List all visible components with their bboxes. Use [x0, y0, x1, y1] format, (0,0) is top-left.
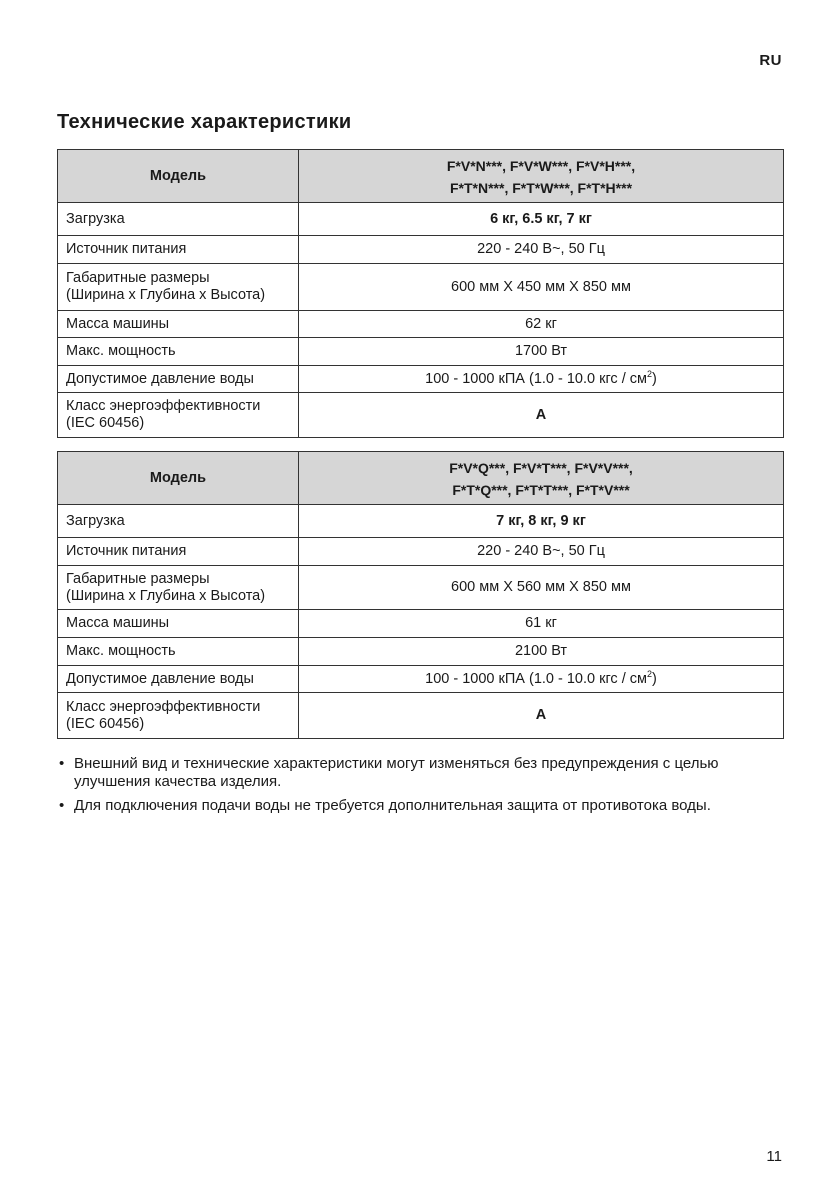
load-label: Загрузка [58, 505, 299, 538]
weight-value: 61 кг [299, 610, 784, 638]
power-value: 220 - 240 В~, 50 Гц [299, 538, 784, 566]
bullet-icon: • [59, 755, 65, 772]
dimensions-label-line2: (Ширина x Глубина x Высота) [66, 287, 266, 303]
weight-value: 62 кг [299, 311, 784, 338]
dimensions-label [58, 566, 299, 610]
bullet-icon: • [59, 797, 65, 814]
max-power-value: 1700 Вт [299, 338, 784, 366]
table-row [58, 338, 784, 366]
note-item [57, 797, 783, 815]
table-row [58, 366, 784, 393]
energy-class-label-line1: Класс энергоэффективности [66, 398, 261, 414]
note-text-1a: Внешний вид и технические характеристики могут изменяться без предупреждения с целью [74, 755, 719, 772]
dimensions-label-line1: Габаритные размеры [66, 570, 210, 587]
table-row [58, 638, 784, 666]
note-text-1b: улучшения качества изделия. [74, 773, 282, 790]
load-value: 7 кг, 8 кг, 9 кг [299, 505, 784, 538]
table-row [58, 566, 784, 610]
weight-label: Масса машины [58, 311, 299, 338]
language-code: RU [759, 52, 782, 69]
note-text-2: Для подключения подачи воды не требуется дополнительная защита от противотока воды. [74, 797, 711, 814]
table-row [58, 538, 784, 566]
dimensions-label [58, 264, 299, 311]
table-row [58, 666, 784, 693]
note-item [57, 755, 783, 791]
power-label: Источник питания [58, 538, 299, 566]
model-codes-line2: F*T*N***, F*T*W***, F*T*H*** [449, 180, 633, 196]
water-pressure-value: 100 - 1000 кПА (1.0 - 10.0 кгс / $см^2$) [299, 666, 784, 693]
table-row [58, 264, 784, 311]
model-label: Модель [58, 150, 299, 203]
spec-table-2 [57, 451, 784, 739]
notes-list [57, 755, 783, 821]
energy-class-label [58, 393, 299, 438]
model-label: Модель [58, 452, 299, 505]
load-value: 6 кг, 6.5 кг, 7 кг [299, 203, 784, 236]
table-row [58, 236, 784, 264]
energy-class-value: A [299, 393, 784, 438]
water-pressure-value: 100 - 1000 кПА (1.0 - 10.0 кгс / $см^2$) [299, 366, 784, 393]
table-row [58, 203, 784, 236]
energy-class-label-line2: (IEC 60456) [66, 415, 145, 431]
page-title: Технические характеристики [57, 111, 352, 133]
spec-table-1 [57, 149, 784, 438]
energy-class-label-line1: Класс энергоэффективности [66, 698, 261, 715]
page-number: 11 [766, 1148, 782, 1165]
power-label: Источник питания [58, 236, 299, 264]
max-power-label: Макс. мощность [58, 338, 299, 366]
model-codes [299, 150, 784, 203]
table-row [58, 505, 784, 538]
model-codes-line1: F*V*N***, F*V*W***, F*V*H***, [446, 158, 636, 174]
max-power-value: 2100 Вт [299, 638, 784, 666]
energy-class-label-line2: (IEC 60456) [66, 715, 145, 732]
model-codes-line2: F*T*Q***, F*T*T***, F*T*V*** [452, 482, 630, 498]
energy-class-value: A [299, 693, 784, 739]
model-codes [299, 452, 784, 505]
load-label: Загрузка [58, 203, 299, 236]
water-pressure-label: Допустимое давление воды [58, 366, 299, 393]
dimensions-value: 600 мм X 560 мм X 850 мм [299, 566, 784, 610]
dimensions-label-line1: Габаритные размеры [66, 270, 210, 286]
table-header-row [58, 452, 784, 505]
max-power-label: Макс. мощность [58, 638, 299, 666]
table-row [58, 311, 784, 338]
table-row [58, 693, 784, 739]
power-value: 220 - 240 В~, 50 Гц [299, 236, 784, 264]
water-pressure-label: Допустимое давление воды [58, 666, 299, 693]
weight-label: Масса машины [58, 610, 299, 638]
table-header-row [58, 150, 784, 203]
energy-class-label [58, 693, 299, 739]
dimensions-value: 600 мм X 450 мм X 850 мм [299, 264, 784, 311]
dimensions-label-line2: (Ширина x Глубина x Высота) [66, 587, 266, 604]
table-row [58, 610, 784, 638]
table-row [58, 393, 784, 438]
model-codes-line1: F*V*Q***, F*V*T***, F*V*V***, [449, 460, 633, 476]
